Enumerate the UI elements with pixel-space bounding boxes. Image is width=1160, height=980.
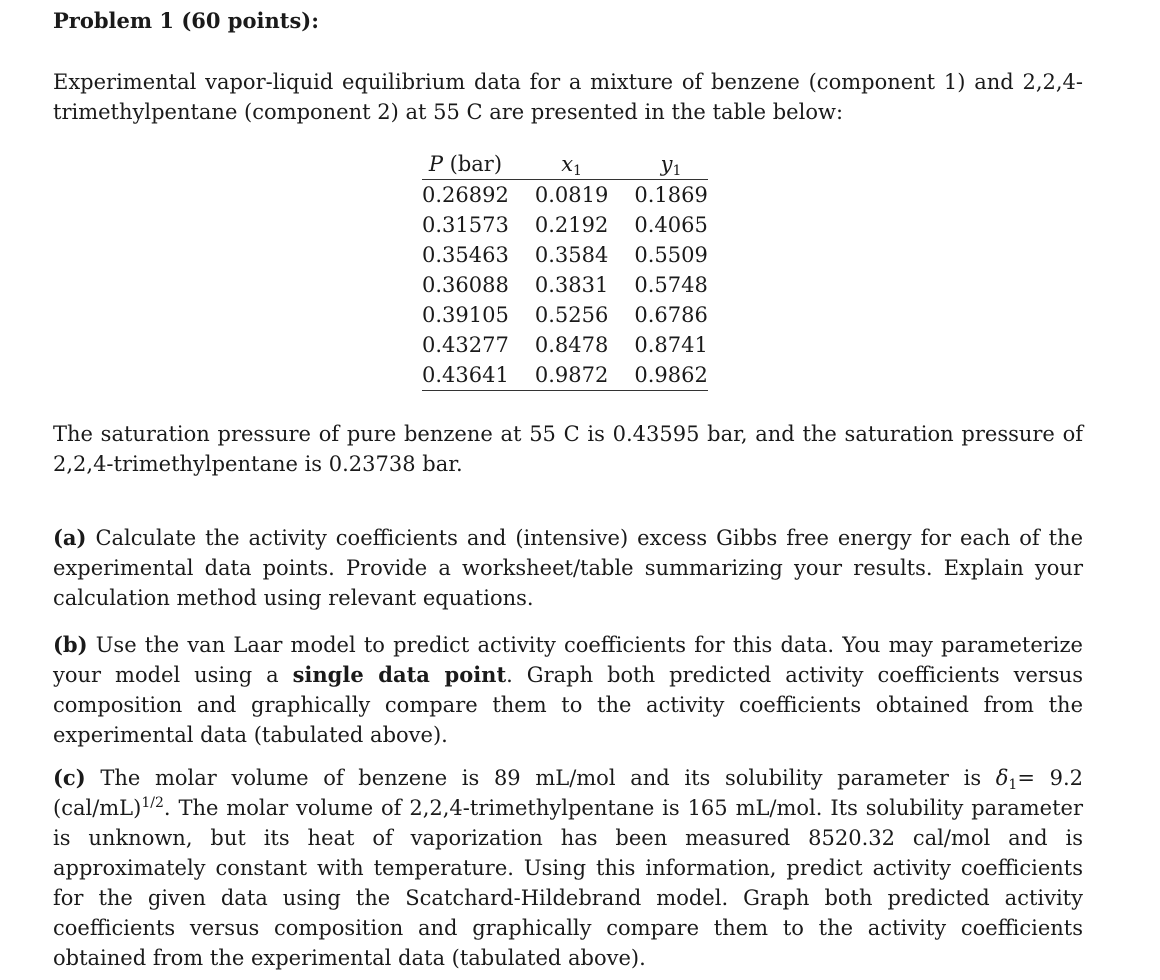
part-c-label: (c): [53, 765, 86, 790]
x1-cell: 0.8478: [534, 333, 609, 357]
pressure-cell: 0.31573: [422, 213, 509, 237]
y1-cell: 0.1869: [634, 183, 708, 207]
x1-cell: 0.9872: [523, 360, 620, 391]
pressure-cell: 0.26892: [422, 183, 509, 207]
delta-symbol: δ: [995, 766, 1009, 790]
x1-cell: 0.5256: [534, 303, 609, 327]
part-b-emphasis: single data point: [292, 662, 507, 687]
part-b-text-1: Use the van Laar model to predict activity coefficients for this data. You may parameterize your model using a: [53, 633, 1083, 687]
part-a-text: Calculate the activity coefficients and (intensive) excess Gibbs free energy for each of the experimental data points. Provide a worksheet/table summarizing your results. Explain your calculation method using relevant equations.: [53, 526, 1083, 610]
pressure-cell: 0.43641: [422, 360, 523, 391]
header-pressure-var: P: [428, 152, 443, 176]
pressure-cell: 0.36088: [422, 273, 509, 297]
pressure-cell: 0.39105: [422, 303, 509, 327]
part-b-label: (b): [53, 632, 88, 657]
table-header-row: [422, 149, 708, 180]
y1-cell: 0.6786: [634, 303, 708, 327]
pressure-cell: 0.35463: [422, 243, 509, 267]
part-a-paragraph: [53, 523, 1083, 613]
y1-cell: 0.5748: [634, 273, 708, 297]
header-y1: [620, 149, 707, 180]
x1-cell: 0.3831: [534, 273, 609, 297]
part-b-paragraph: [53, 630, 1083, 750]
vle-data-table: [422, 149, 708, 391]
table-row: [422, 300, 708, 330]
table-row: [422, 360, 708, 391]
table-row: [422, 330, 708, 360]
y1-cell: 0.8741: [634, 333, 708, 357]
part-c-paragraph: [53, 763, 1083, 973]
y1-cell: 0.5509: [634, 243, 708, 267]
header-y1-sub: 1: [672, 163, 682, 179]
pressure-cell: 0.43277: [422, 333, 509, 357]
y1-cell: 0.9862: [620, 360, 707, 391]
y1-cell: 0.4065: [634, 213, 708, 237]
header-x1: [523, 149, 620, 180]
header-pressure: [422, 149, 523, 180]
x1-cell: 0.0819: [534, 183, 609, 207]
table-row: [422, 270, 708, 300]
header-x1-sub: 1: [573, 163, 582, 179]
header-x1-var: x: [561, 152, 574, 176]
header-y1-var: y: [660, 152, 673, 176]
part-c-text-2: = 9.2 (cal/mL): [53, 766, 1084, 820]
part-c-text-3: . The molar volume of 2,2,4-trimethylpentane is 165 mL/mol. Its solubility parameter is unknown, but its heat of vaporization has been measured 8520.32 cal/mol and is approximately constant with temperature. Using this information, predict activity coefficients for the given data using the Scatchard-Hildebrand model. Graph both predicted activity coefficients versus composition and graphically compare them to the activity coefficients obtained from the experimental data (tabulated above).: [53, 796, 1083, 970]
table-row: [422, 180, 708, 211]
x1-cell: 0.3584: [534, 243, 609, 267]
table-row: [422, 240, 708, 270]
part-c-text-1: The molar volume of benzene is 89 mL/mol and its solubility parameter is: [85, 766, 996, 790]
table-row: [422, 210, 708, 240]
delta-subscript: 1: [1008, 777, 1018, 793]
part-a-label: (a): [53, 525, 87, 550]
exponent: 1/2: [141, 795, 164, 811]
intro-paragraph: Experimental vapor-liquid equilibrium data for a mixture of benzene (component 1) and 2,2,4-trimethylpentane (component 2) at 55 C are presented in the table below:: [53, 70, 1083, 124]
problem-heading: Problem 1 (60 points):: [53, 8, 319, 33]
header-pressure-unit: (bar): [442, 152, 503, 176]
part-b-text-2: . Graph both predicted activity coefficients versus composition and graphically compare them to the activity coefficients obtained from the experimental data (tabulated above).: [53, 663, 1083, 747]
saturation-paragraph: The saturation pressure of pure benzene at 55 C is 0.43595 bar, and the saturation pressure of 2,2,4-trimethylpentane is 0.23738 bar.: [53, 422, 1083, 476]
x1-cell: 0.2192: [534, 213, 609, 237]
